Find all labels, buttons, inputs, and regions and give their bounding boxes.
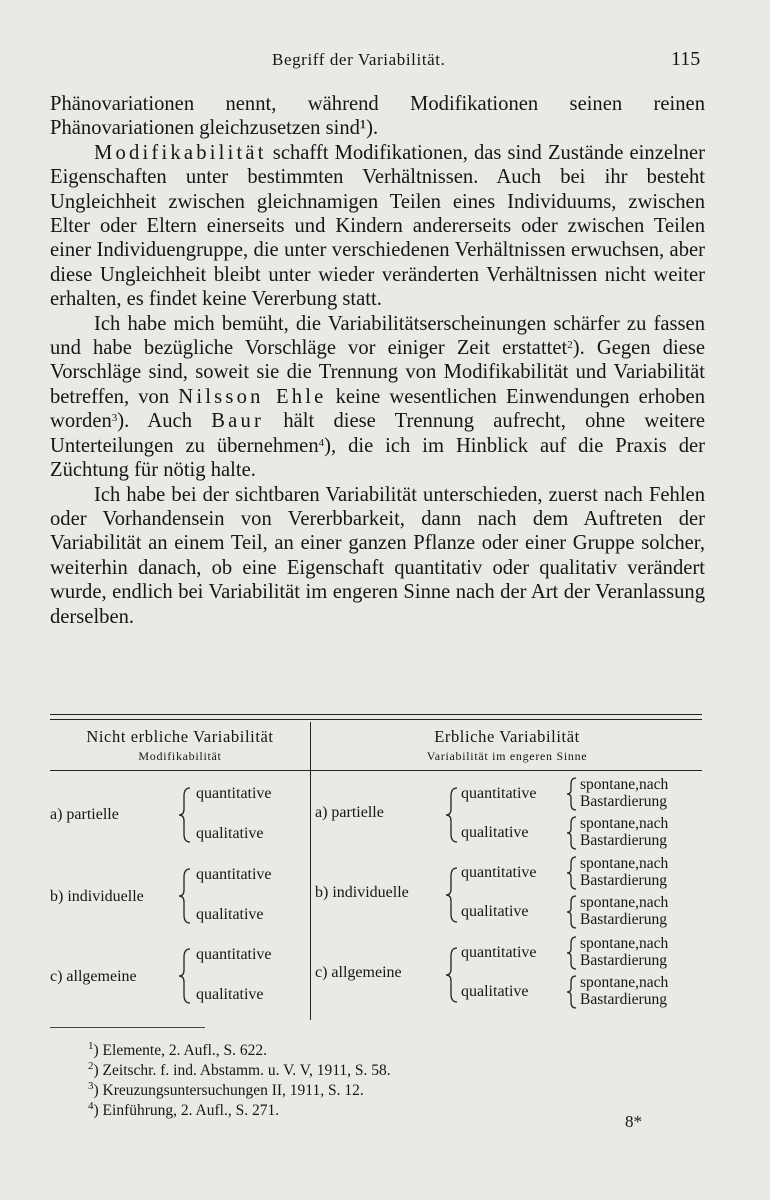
left-qualitative-c: qualitative	[196, 986, 264, 1003]
header-title: Begriff der Variabilität.	[272, 50, 446, 69]
right-column-header	[312, 727, 702, 764]
spontane-b2: spontane,nach	[580, 894, 669, 911]
left-category-allgemeine: c) allgemeine	[50, 968, 137, 985]
bastard-b2: Bastardierung	[580, 911, 667, 928]
term-modifikabilitaet: Modifikabilität	[94, 141, 267, 164]
table-top-rule-2	[50, 719, 702, 720]
right-quantitative-b: quantitative	[461, 864, 537, 881]
table-top-rule	[50, 714, 702, 715]
left-quantitative-a: quantitative	[196, 785, 272, 802]
right-category-individuelle: b) individuelle	[315, 884, 409, 901]
table-header-rule	[50, 770, 702, 771]
spontane-c1: spontane,nach	[580, 935, 669, 952]
bastard-c2: Bastardierung	[580, 991, 667, 1008]
left-category-individuelle: b) individuelle	[50, 888, 144, 905]
spontane-a2: spontane,nach	[580, 815, 669, 832]
bastard-a2: Bastardierung	[580, 832, 667, 849]
left-column-header	[50, 727, 310, 764]
left-brace-a	[178, 786, 192, 844]
bastard-a1: Bastardierung	[580, 793, 667, 810]
left-brace-b	[178, 867, 192, 925]
sub-brace-a1	[566, 776, 578, 812]
right-category-allgemeine: c) allgemeine	[315, 964, 402, 981]
running-header	[0, 46, 770, 76]
footnote-ref-2: 2	[567, 339, 573, 352]
sub-brace-b2	[566, 894, 578, 930]
footnote-1: $^1$) Elemente, 2. Aufl., S. 622.	[88, 1040, 267, 1059]
left-header-subtitle: Modifikabilität	[138, 749, 222, 763]
author-nilsson-ehle: Nilsson Ehle	[178, 385, 327, 408]
right-header-title: Erbliche Variabilität	[434, 727, 580, 746]
left-qualitative-b: qualitative	[196, 906, 264, 923]
footnote-ref-3: 3	[111, 412, 118, 425]
right-qualitative-a: qualitative	[461, 824, 529, 841]
footnote-2: $^2$) Zeitschr. f. ind. Abstamm. u. V. V, 1911, S. 58.	[88, 1060, 391, 1079]
left-header-title: Nicht erbliche Variabilität	[86, 727, 274, 746]
sub-brace-b1	[566, 855, 578, 891]
left-quantitative-c: quantitative	[196, 946, 272, 963]
left-brace-c	[178, 947, 192, 1005]
paragraph-3: Ich habe mich bemüht, die Variabilitätserscheinungen schärfer zu fassen und habe bezügliche Vorschläge vor einiger Zeit erstattet$^2$). Gegen diese Vorschläge sind, soweit sie die Trennung von Modifikabilität und Variabilität betreffen, von Nilsson Ehle keine wesentlichen Einwendungen erhoben worden$^3$). Auch Baur hält diese Trennung aufrecht, ohne weitere Unterteilungen zu übernehmen$^4$), die ich im Hinblick auf die Praxis der Züchtung für nötig halte.	[50, 312, 705, 482]
printer-signature: 8*	[625, 1112, 642, 1131]
right-qualitative-b: qualitative	[461, 903, 529, 920]
paragraph-1: Phänovariationen nennt, während Modifikationen seinen reinen Phänovariationen gleichzusetzen sind¹).	[50, 93, 705, 140]
right-brace-b	[445, 866, 459, 924]
author-baur: Baur	[211, 410, 265, 433]
sub-brace-c2	[566, 974, 578, 1010]
right-quantitative-c: quantitative	[461, 944, 537, 961]
spontane-a1: spontane,nach	[580, 776, 669, 793]
footnote-3: $^3$) Kreuzungsuntersuchungen II, 1911, S. 12.	[88, 1080, 364, 1099]
right-brace-a	[445, 786, 459, 844]
spontane-b1: spontane,nach	[580, 855, 669, 872]
paragraph-2: Modifikabilität schafft Modifikationen, das sind Zustände einzelner Eigenschaften unter bestimmten Verhältnissen. Auch bei ihr besteht Ungleichheit zwischen gleichnamigen Teilen eines Individuums, zwischen Elter oder Eltern einerseits und Kindern andererseits oder zwischen Teilen einer Individuengruppe, die unter verschiedenen Verhältnissen erwuchsen, aber diese Ungleichheit bleibt unter wieder veränderten Verhältnissen nicht weiter erhalten, es findet keine Vererbung statt.	[50, 141, 705, 311]
right-category-partielle: a) partielle	[315, 804, 384, 821]
footnote-ref-4: 4	[318, 436, 325, 449]
sub-brace-a2	[566, 815, 578, 851]
left-qualitative-a: qualitative	[196, 825, 264, 842]
paragraph-4: Ich habe bei der sichtbaren Variabilität unterschieden, zuerst nach Fehlen oder Vorhandensein von Vererbbarkeit, dann nach dem Auftreten der Variabilität an einem Teil, an einer ganzen Pflanze oder einer Gruppe solcher, weiterhin danach, ob eine Eigenschaft quantitativ oder qualitativ verändert wurde, endlich bei Variabilität im engeren Sinne nach der Art der Veranlassung derselben.	[50, 483, 705, 628]
left-category-partielle: a) partielle	[50, 806, 119, 823]
footnote-rule	[50, 1027, 205, 1028]
right-brace-c	[445, 946, 459, 1004]
right-qualitative-c: qualitative	[461, 983, 529, 1000]
right-quantitative-a: quantitative	[461, 785, 537, 802]
sub-brace-c1	[566, 935, 578, 971]
table-column-divider	[310, 722, 311, 1020]
page-number: 115	[671, 48, 701, 70]
bastard-b1: Bastardierung	[580, 872, 667, 889]
spontane-c2: spontane,nach	[580, 974, 669, 991]
footnote-4: $^4$) Einführung, 2. Aufl., S. 271.	[88, 1100, 280, 1119]
left-quantitative-b: quantitative	[196, 866, 272, 883]
bastard-c1: Bastardierung	[580, 952, 667, 969]
body-text	[50, 92, 705, 629]
right-header-subtitle: Variabilität im engeren Sinne	[426, 749, 588, 763]
